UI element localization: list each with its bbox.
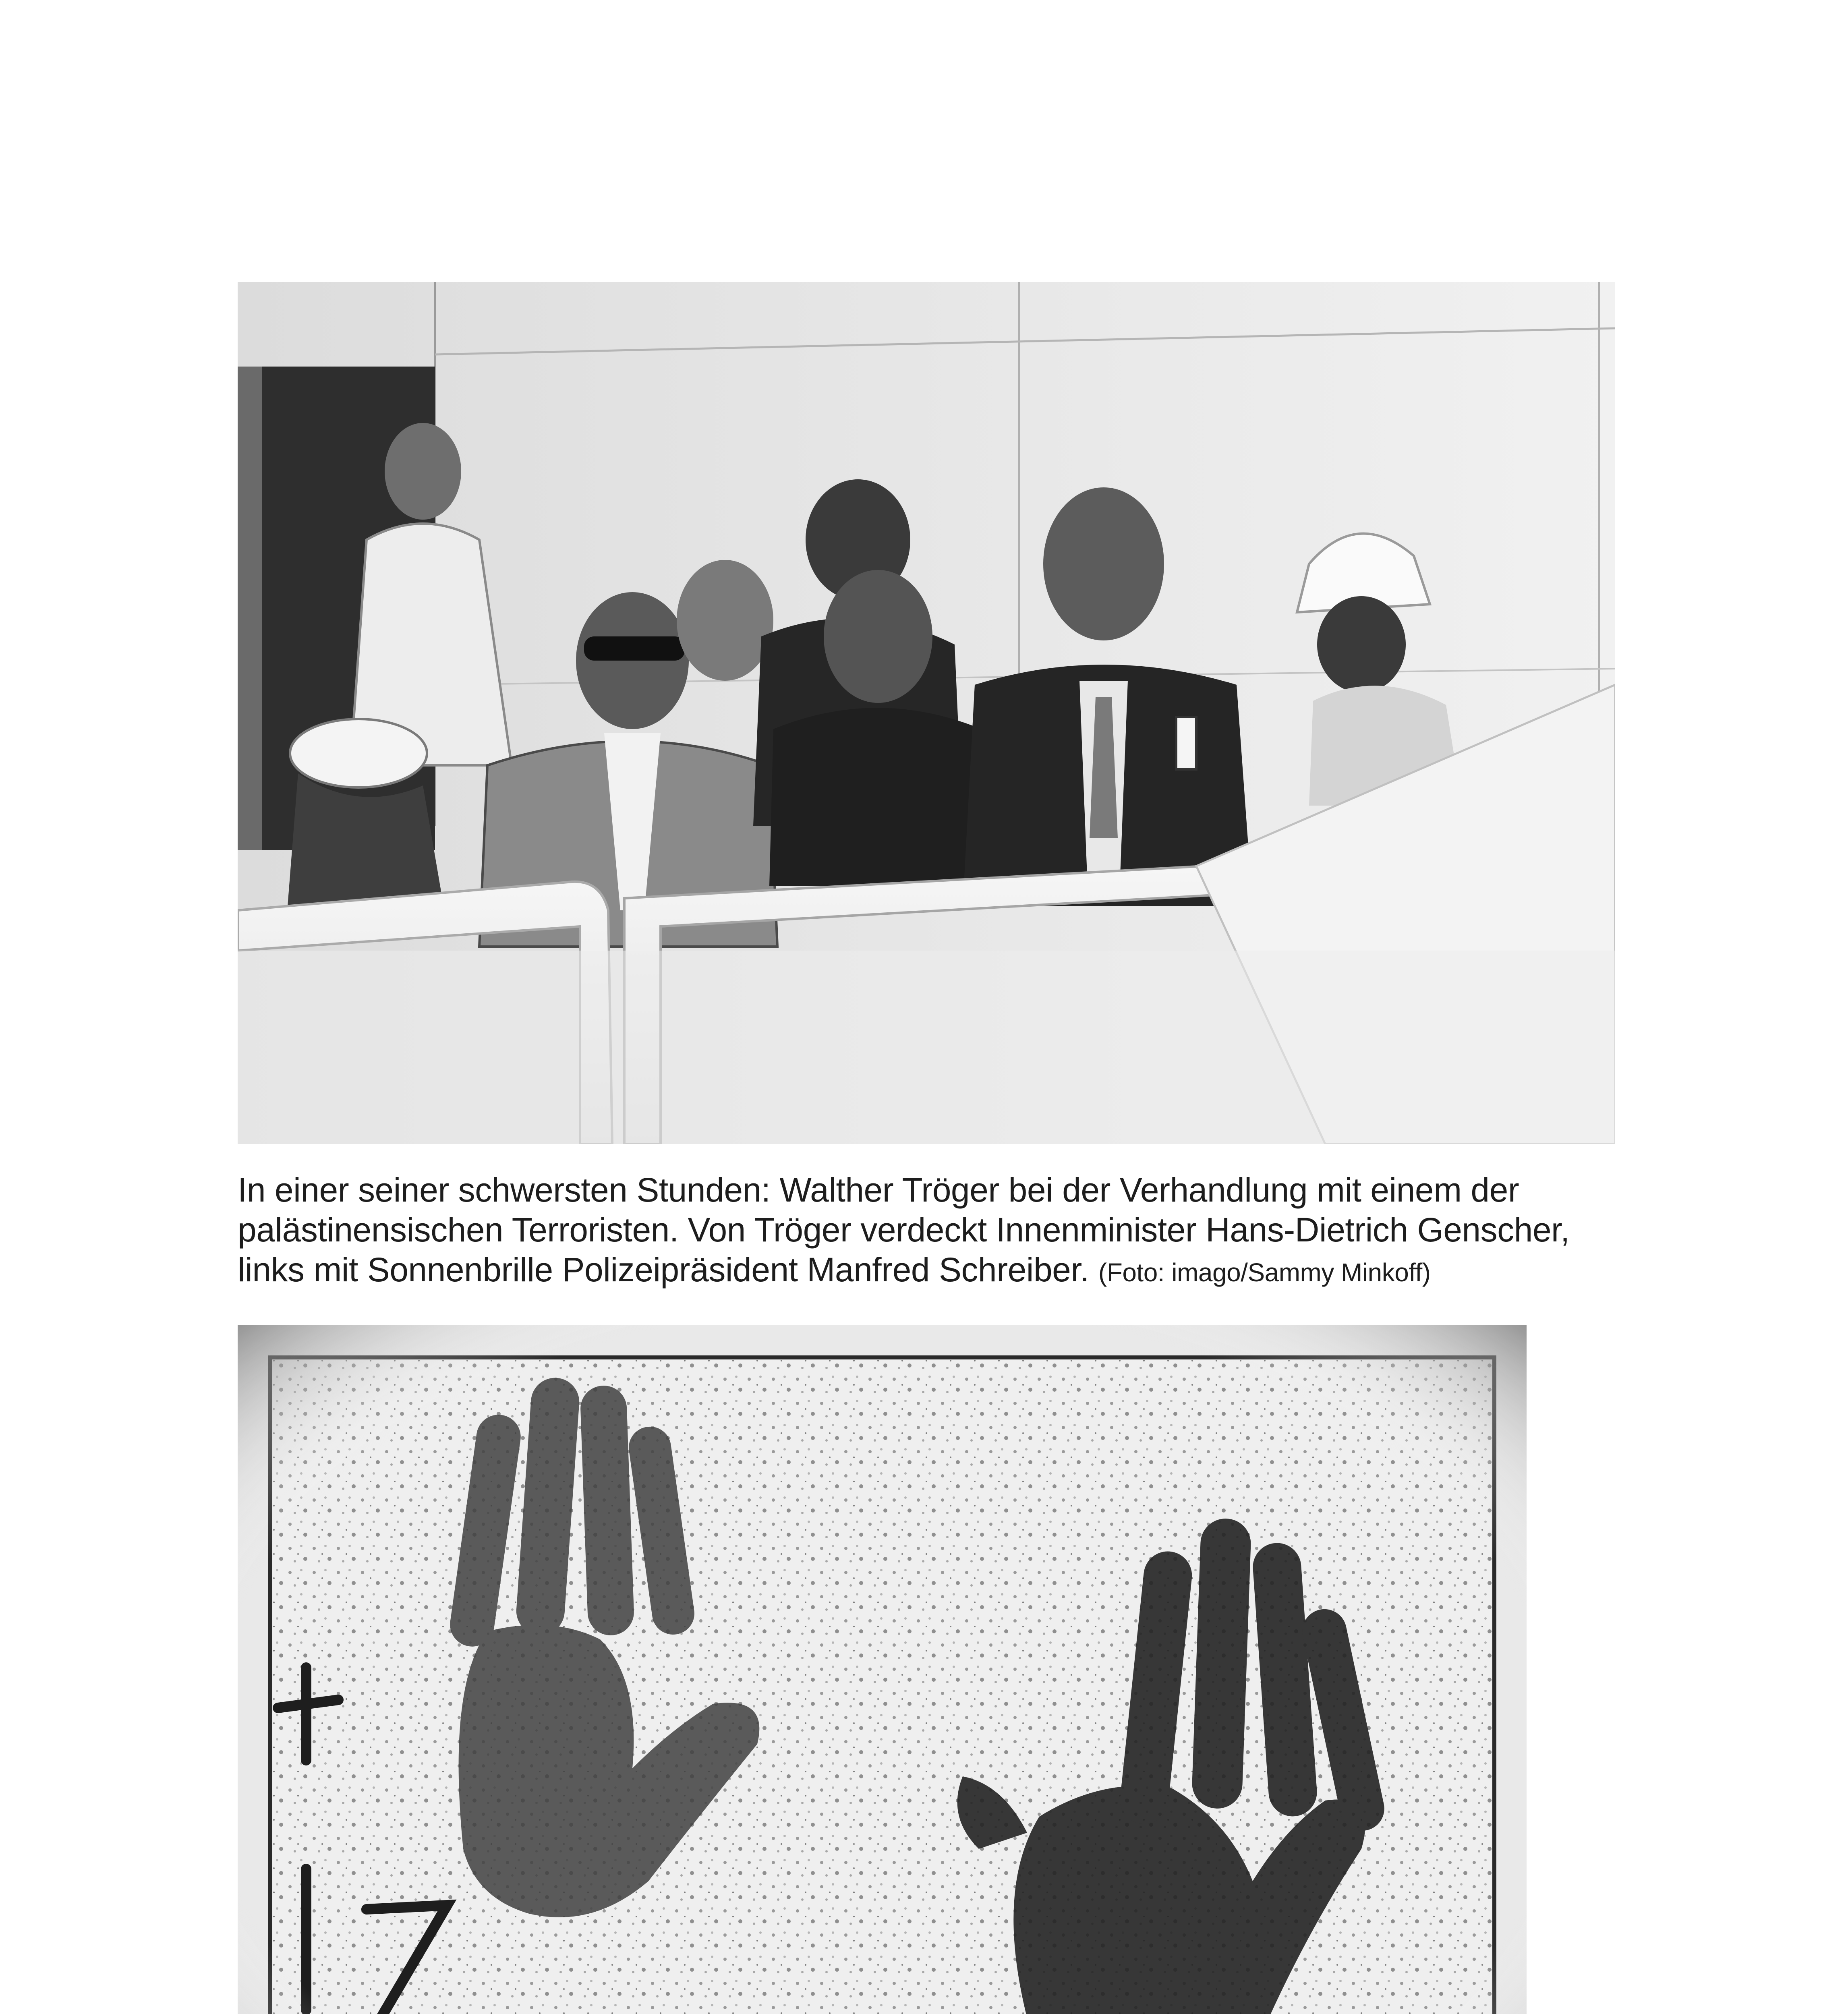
caption-negotiation [238,1170,1623,1290]
caption-negotiation-text: In einer seiner schwersten Stunden: Walther Tröger bei der Verhandlung mit einem der palästinensischen Terroristen. Von Tröger verdeckt Innenminister Hans-Dietrich Genscher, links mit Sonnenbrille Polizeipräsident Manfred Schreiber. [238,1171,1570,1289]
photo-handprints-image [238,1325,1527,2014]
photo-negotiation [238,282,1615,1144]
photo-handprints [238,1325,1527,2014]
credit-negotiation: (Foto: imago/Sammy Minkoff) [1098,1258,1431,1287]
photo-negotiation-image [238,282,1615,1144]
